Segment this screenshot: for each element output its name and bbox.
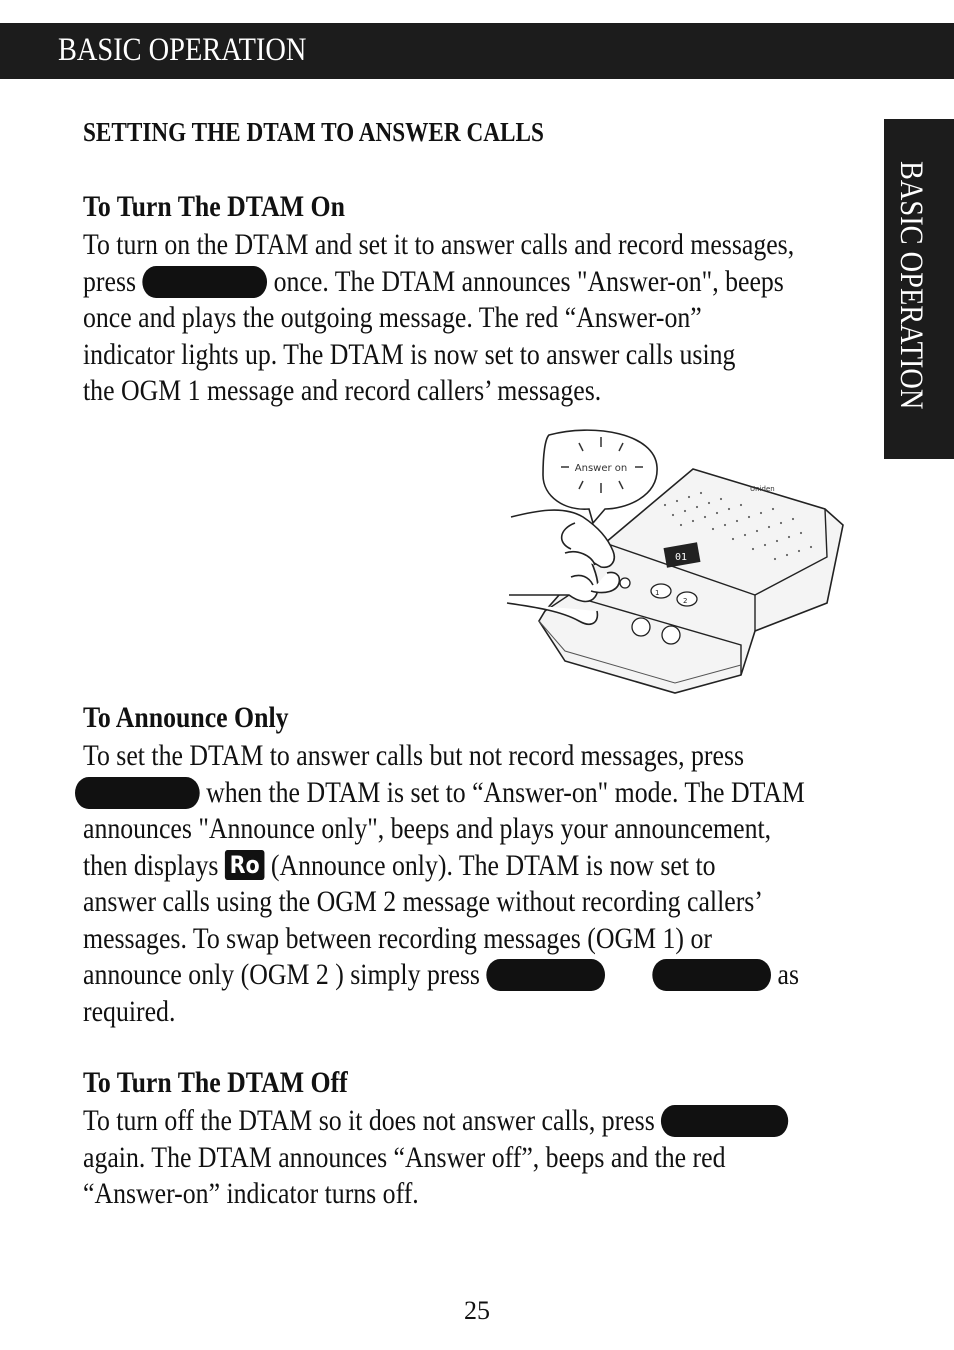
dtam-device-illustration bbox=[505, 425, 865, 715]
header-title: BASIC OPERATION bbox=[58, 32, 307, 68]
turn-off-section bbox=[83, 1066, 873, 1213]
announce-only-display-icon: Ro bbox=[225, 850, 265, 880]
section-heading-block bbox=[83, 117, 873, 148]
answer-on-button-icon-2 bbox=[486, 959, 605, 991]
announce-only-line-2 bbox=[75, 775, 805, 812]
turn-on-title: To Turn The DTAM On bbox=[83, 190, 345, 223]
turn-on-line-5: the OGM 1 message and record callers’ messages. bbox=[83, 374, 602, 407]
turn-on-section bbox=[83, 190, 873, 410]
button-label-1: 1 bbox=[655, 589, 660, 597]
announce-only-line-7-a: announce only (OGM 2 ) simply press bbox=[83, 958, 480, 991]
announce-only-line-4 bbox=[83, 848, 762, 885]
announce-only-line-8: required. bbox=[83, 994, 176, 1028]
speech-bubble-text: Answer on bbox=[574, 463, 628, 474]
announce-only-title: To Announce Only bbox=[83, 701, 289, 734]
announce-only-line-3: announces "Announce only", beeps and plays your announcement, bbox=[83, 812, 772, 845]
announce-only-line-1: To set the DTAM to answer calls but not record messages, press bbox=[83, 739, 745, 772]
side-tab bbox=[884, 119, 954, 459]
announce-only-section bbox=[83, 701, 873, 1030]
turn-off-line-2: again. The DTAM announces “Answer off”, beeps and the red bbox=[83, 1140, 726, 1174]
answer-on-button-icon bbox=[142, 266, 267, 298]
section-title: SETTING THE DTAM TO ANSWER CALLS bbox=[83, 117, 544, 147]
turn-on-line-3: once and plays the outgoing message. The red “Answer-on” bbox=[83, 301, 702, 334]
announce-only-line-6: messages. To swap between recording messages (OGM 1) or bbox=[83, 921, 712, 955]
turn-on-line-2 bbox=[83, 264, 784, 301]
announce-only-button-icon-2 bbox=[652, 959, 771, 991]
header-bar bbox=[0, 23, 954, 79]
brand-text: Uniden bbox=[750, 485, 775, 493]
turn-on-line-1: To turn on the DTAM and set it to answer calls and record messages, bbox=[83, 228, 795, 261]
turn-on-line-2-a: press bbox=[83, 264, 137, 298]
announce-only-line-4-b: (Announce only). The DTAM is now set to bbox=[270, 848, 716, 882]
turn-on-line-2-b: once. The DTAM announces "Answer-on", beeps bbox=[273, 264, 784, 298]
turn-off-line-1 bbox=[83, 1103, 762, 1140]
speech-bubble bbox=[543, 430, 657, 523]
announce-only-line-7 bbox=[83, 957, 800, 994]
announce-only-line-4-a: then displays bbox=[83, 848, 219, 882]
announce-only-line-5: answer calls using the OGM 2 message without recording callers’ bbox=[83, 885, 763, 918]
turn-off-line-3: “Answer-on” indicator turns off. bbox=[83, 1177, 419, 1210]
side-tab-label: BASIC OPERATION bbox=[893, 161, 929, 410]
announce-only-button-icon bbox=[75, 777, 200, 809]
button-label-2: 2 bbox=[683, 597, 688, 605]
announce-only-line-7-b: as bbox=[777, 958, 800, 991]
page-number: 25 bbox=[464, 1296, 490, 1325]
turn-on-line-4: indicator lights up. The DTAM is now set to answer calls using bbox=[83, 337, 736, 371]
answer-on-button-icon-3 bbox=[661, 1105, 788, 1137]
display-reading: 01 bbox=[675, 552, 688, 563]
turn-off-title: To Turn The DTAM Off bbox=[83, 1066, 348, 1099]
announce-only-line-2-text: when the DTAM is set to “Answer-on" mode. The DTAM bbox=[206, 775, 805, 809]
turn-off-line-1-text: To turn off the DTAM so it does not answer calls, press bbox=[83, 1104, 655, 1137]
